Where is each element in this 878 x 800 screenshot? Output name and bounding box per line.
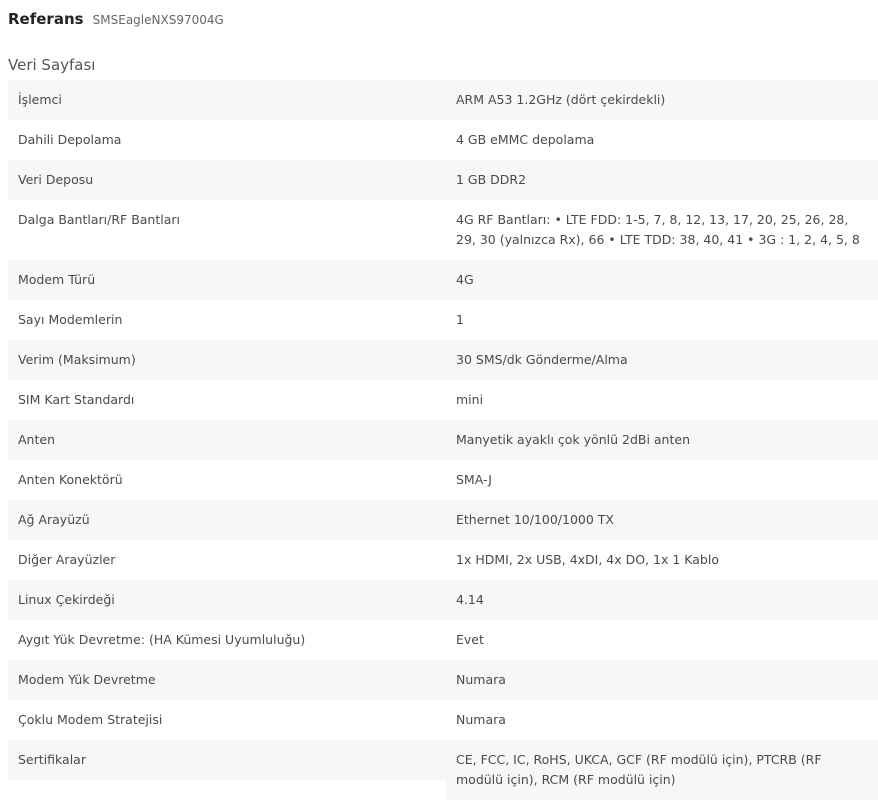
spec-value: 1 [446,300,878,340]
spec-label: Verim (Maksimum) [8,340,446,380]
spec-row [8,500,878,540]
spec-row [8,620,878,660]
spec-row [8,160,878,200]
spec-value: Numara [446,700,878,740]
spec-row [8,660,878,700]
spec-value: 1 GB DDR2 [446,160,878,200]
spec-label: Diğer Arayüzler [8,540,446,580]
spec-row [8,80,878,120]
spec-row [8,380,878,420]
spec-label: Anten [8,420,446,460]
spec-value: Manyetik ayaklı çok yönlü 2dBi anten [446,420,878,460]
spec-value: 4G [446,260,878,300]
spec-label: Aygıt Yük Devretme: (HA Kümesi Uyumluluğu) [8,620,446,660]
reference-label: Referans [8,10,84,28]
spec-label: Veri Deposu [8,160,446,200]
spec-value: 4.14 [446,580,878,620]
spec-label: SIM Kart Standardı [8,380,446,420]
spec-value: 4G RF Bantları: • LTE FDD: 1-5, 7, 8, 12, 13, 17, 20, 25, 26, 28, 29, 30 (yalnızca Rx), 66 • LTE TDD: 38, 40, 41 • 3G : 1, 2, 4, 5, 8 [446,200,878,260]
spec-table [8,80,878,800]
spec-label: Linux Çekirdeği [8,580,446,620]
spec-row [8,740,878,800]
spec-value: Numara [446,660,878,700]
spec-value: 4 GB eMMC depolama [446,120,878,160]
spec-value: 30 SMS/dk Gönderme/Alma [446,340,878,380]
spec-label: Dahili Depolama [8,120,446,160]
spec-row [8,700,878,740]
spec-label: Sayı Modemlerin [8,300,446,340]
spec-label: Çoklu Modem Stratejisi [8,700,446,740]
spec-value: Evet [446,620,878,660]
spec-label: Dalga Bantları/RF Bantları [8,200,446,240]
spec-row [8,300,878,340]
spec-value: SMA-J [446,460,878,500]
spec-row [8,540,878,580]
reference-value: SMSEagleNXS97004G [92,13,224,27]
datasheet-title: Veri Sayfası [8,56,96,74]
spec-label: Anten Konektörü [8,460,446,500]
spec-row [8,120,878,160]
spec-label: Modem Yük Devretme [8,660,446,700]
spec-value: ARM A53 1.2GHz (dört çekirdekli) [446,80,878,120]
spec-label: Sertifikalar [8,740,446,780]
spec-row [8,260,878,300]
spec-row [8,420,878,460]
spec-label: İşlemci [8,80,446,120]
spec-value: CE, FCC, IC, RoHS, UKCA, GCF (RF modülü için), PTCRB (RF modülü için), RCM (RF modülü için) [446,740,878,800]
spec-value: Ethernet 10/100/1000 TX [446,500,878,540]
spec-label: Modem Türü [8,260,446,300]
spec-label: Ağ Arayüzü [8,500,446,540]
spec-row [8,460,878,500]
spec-row [8,200,878,260]
spec-row [8,340,878,380]
spec-row [8,580,878,620]
reference-line [8,9,224,28]
spec-value: mini [446,380,878,420]
spec-value: 1x HDMI, 2x USB, 4xDI, 4x DO, 1x 1 Kablo [446,540,878,580]
